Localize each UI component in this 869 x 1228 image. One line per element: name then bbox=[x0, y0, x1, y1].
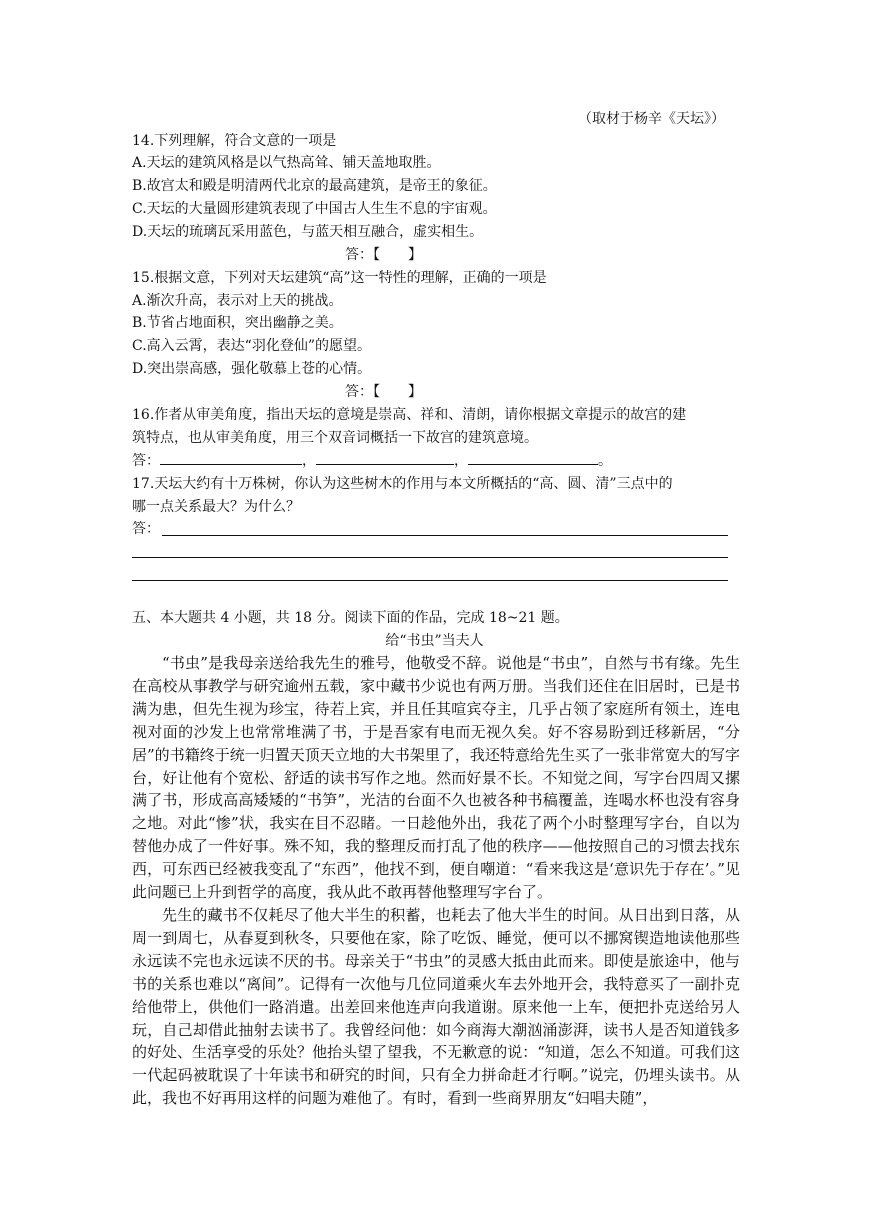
passage-paragraph-2: 先生的藏书不仅耗尽了他大半生的积蓄，也耗去了他大半生的时间。从日出到日落，从周一到周七，从春夏到秋冬，只要他在家，除了吃饭、睡觉，便可以不挪窝锲造地读他那些永远读不完也永远读不厌的书。母亲关于“书虫”的灵感大抵由此而来。即使是旅途中，他与书的关系也难以“离间”。记得有一次他与几位同道乘火车去外地开会，我特意买了一副扑克给他带上，供他们一路消遣。出差回来他连声向我道谢。原来他一上车，便把扑克送给另人玩，自己却借此抽射去读书了。我曾经问他：如今商海大潮汹涌澎湃，读书人是否知道钱多的好处、生活享受的乐处？他抬头望了望我，不无歉意的说：“知道，怎么不知道。可我们这一代起码被耽误了十年读书和研究的时间，只有全力拼命赶才行啊。”说完，仍埋头读书。从此，我也不好再用这样的问题为难他了。有时，看到一些商界朋友“妇唱夫随”， bbox=[132, 905, 740, 1108]
answer-blank-3[interactable] bbox=[468, 450, 598, 465]
separator: ， bbox=[302, 453, 316, 469]
terminator: 。 bbox=[598, 453, 612, 469]
answer-line-1[interactable] bbox=[162, 535, 728, 536]
question-14-option-c: C.天坛的大量圆形建筑表现了中国古人生生不息的宇宙观。 bbox=[132, 201, 497, 217]
question-14-option-a: A.天坛的建筑风格是以气热高耸、铺天盖地取胜。 bbox=[132, 155, 441, 171]
question-17-answer-label: 答： bbox=[132, 521, 160, 537]
passage-title: 给“书虫”当夫人 bbox=[385, 633, 484, 649]
question-14-answer-slot: 答：【 】 bbox=[345, 247, 422, 263]
section-five-heading: 五、本大题共 4 小题，共 18 分。阅读下面的作品，完成 18~21 题。 bbox=[132, 610, 569, 626]
answer-blank-1[interactable] bbox=[160, 450, 302, 465]
separator: ， bbox=[454, 453, 468, 469]
question-17-stem-line-1: 17.天坛大约有十万株树，你认为这些树木的作用与本文所概括的“高、圆、清”三点中的 bbox=[132, 476, 673, 492]
question-17-stem-line-2: 哪一点关系最大？为什么？ bbox=[132, 499, 300, 515]
question-16-answer-row bbox=[132, 450, 612, 472]
source-citation: （取材于杨辛《天坛》） bbox=[578, 111, 725, 127]
question-16-stem-line-2: 筑特点，也从审美角度，用三个双音词概括一下故宫的建筑意境。 bbox=[132, 430, 538, 446]
question-14-option-d: D.天坛的琉璃瓦采用蓝色，与蓝天相互融合，虚实相生。 bbox=[132, 224, 484, 240]
passage-body bbox=[132, 652, 740, 1110]
answer-line-2[interactable] bbox=[132, 557, 728, 558]
question-14-stem: 14.下列理解，符合文意的一项是 bbox=[132, 133, 337, 149]
answer-label: 答： bbox=[132, 453, 160, 469]
question-15-stem: 15.根据文意，下列对天坛建筑“高”这一特性的理解，正确的一项是 bbox=[132, 270, 547, 286]
question-15-option-c: C.高入云霄，表达“羽化登仙”的愿望。 bbox=[132, 338, 371, 354]
answer-blank-2[interactable] bbox=[316, 450, 454, 465]
question-15-answer-slot: 答：【 】 bbox=[345, 384, 422, 400]
question-14-option-b: B.故宫太和殿是明清两代北京的最高建筑，是帝王的象征。 bbox=[132, 178, 497, 194]
answer-line-3[interactable] bbox=[132, 580, 728, 581]
passage-paragraph-1: “书虫”是我母亲送给我先生的雅号，他敬受不辞。说他是“书虫”，自然与书有缘。先生在高校从事教学与研究逾州五载，家中藏书少说也有两万册。当我们还住在旧居时，已是书满为患，但先生视为珍宝，待若上宾，并且任其喧宾夺主，几乎占领了家庭所有领土，连电视对面的沙发上也常常堆满了书，于是吾家有电而无视久矣。好不容易盼到迁移新居，“分居”的书籍终于统一归置天顶天立地的大书架里了，我还特意给先生买了一张非常宽大的写字台，好让他有个宽松、舒适的读书写作之地。然而好景不长。不知觉之间，写字台四周又摞满了书，形成高高矮矮的“书笋”，光洁的台面不久也被各种书稿覆盖，连喝水杯也没有容身之地。对此“惨”状，我实在目不忍睹。一日趁他外出，我花了两个小时整理写字台，自以为替他办成了一件好事。殊不知，我的整理反而打乱了他的秩序——他按照自己的习惯去找东西，可东西已经被我变乱了“东西”，他找不到，便自嘲道：“看来我这是‘意识先于存在’。”见此问题已上升到哲学的高度，我从此不敢再替他整理写字台了。 bbox=[132, 654, 740, 902]
question-15-option-b: B.节省占地面积，突出幽静之美。 bbox=[132, 315, 343, 331]
question-15-option-d: D.突出崇高感，强化敬慕上苍的心情。 bbox=[132, 361, 372, 377]
question-15-option-a: A.渐次升高，表示对上天的挑战。 bbox=[132, 293, 343, 309]
question-16-stem-line-1: 16.作者从审美角度，指出天坛的意境是崇高、祥和、清朗，请你根据文章提示的故宫的建 bbox=[132, 407, 687, 423]
